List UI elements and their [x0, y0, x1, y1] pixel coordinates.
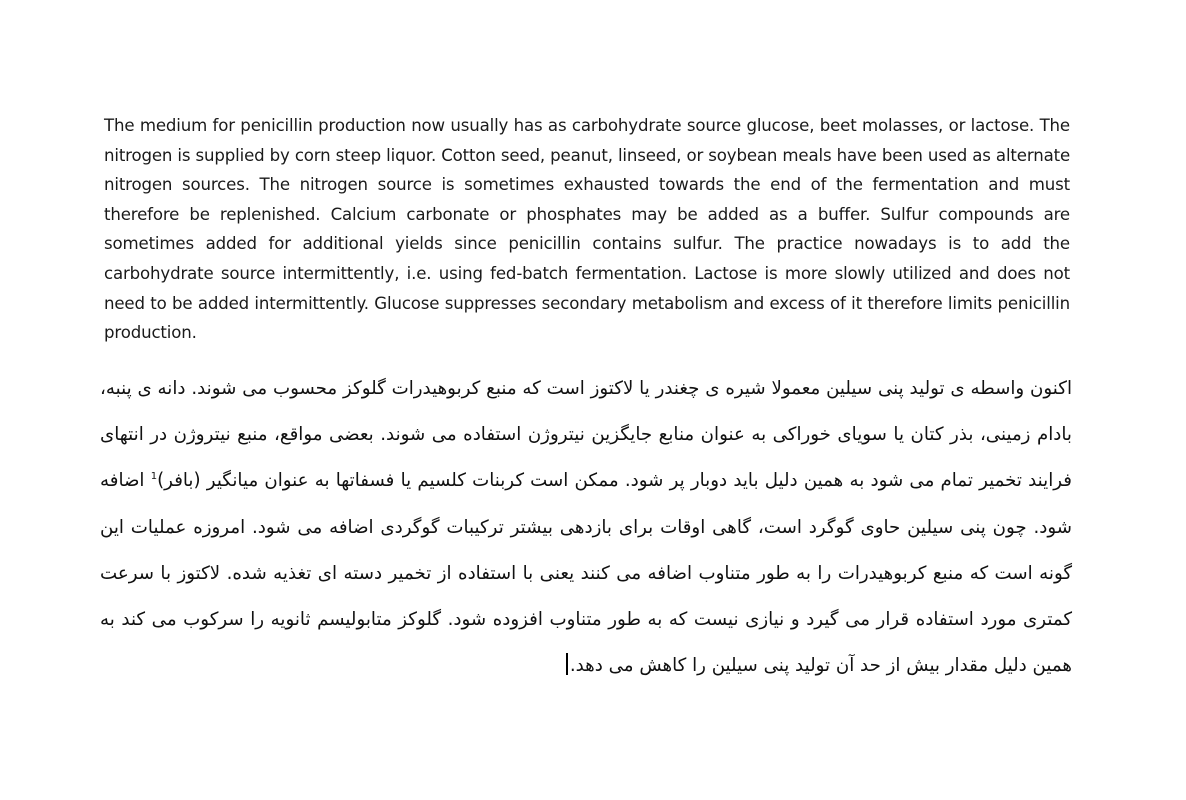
english-paragraph: The medium for penicillin production now usually has as carbohydrate source glucose, beet molasses, or lactose. The nitrogen is supplied by corn steep liquor. Cotton seed, peanut, linseed, or soybean meals have been used as alternate nitrogen sources. The nitrogen source is sometimes exhausted towards the end of the fermentation and must therefore be replenished. Calcium carbonate or phosphates may be added as a buffer. Sulfur compounds are sometimes added for additional yields since penicillin contains sulfur. The practice nowadays is to add the carbohydrate source intermittently, i.e. using fed-batch fermentation. Lactose is more slowly utilized and does not need to be added intermittently. Glucose suppresses secondary metabolism and excess of it therefore limits penicillin production. — [104, 116, 1070, 343]
footnote-marker: 1 — [150, 471, 158, 483]
persian-text-part-1: اکنون واسطه ی تولید پنی سیلین معمولا شیره ی چغندر یا لاکتوز است که منبع کربوهیدرات گلوکز محسوب می شوند. دانه ی پنبه، بادام زمینی، بذر کتان یا سویای خوراکی به عنوان منابع جایگزین نیتروژن استفاده می شوند. بعضی مواقع، منبع نیتروژن در انتهای فرایند تخمیر تمام می شود به همین دلیل باید دوبار پر شود. ممکن است کربنات کلسیم یا فسفاتها به عنوان میانگیر (بافر) — [100, 378, 1072, 492]
persian-paragraph[interactable] — [100, 366, 1072, 689]
text-cursor — [566, 653, 568, 675]
persian-text-part-2: اضافه شود. چون پنی سیلین حاوی گوگرد است، گاهی اوقات برای بازدهی بیشتر ترکیبات گوگردی اضافه می شود. امروزه عملیات این گونه است که منبع کربوهیدرات را به طور متناوب اضافه می کنند یعنی با استفاده از تخمیر دسته ای تغذیه شده. لاکتوز با سرعت کمتری مورد استفاده قرار می گیرد و نیازی نیست که به طور متناوب افزوده شود. گلوکز متابولیسم ثانویه را سرکوب می کند به همین دلیل مقدار بیش از حد آن تولید پنی سیلین را کاهش می دهد. — [100, 470, 1072, 677]
